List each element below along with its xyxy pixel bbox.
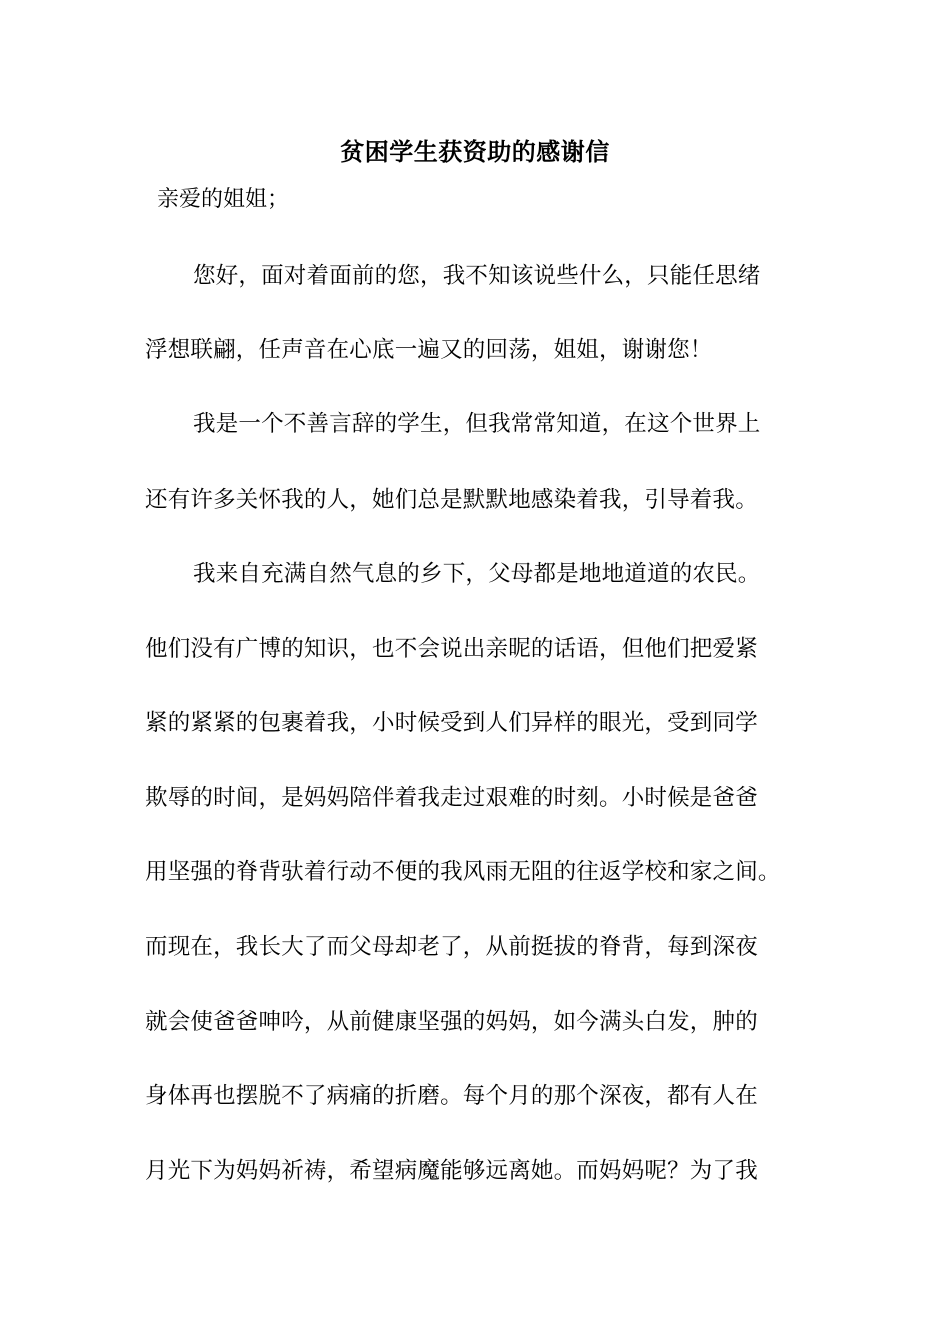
paragraph-line: 用坚强的脊背驮着行动不便的我风雨无阻的往返学校和家之间。 [145, 859, 781, 885]
paragraph-line: 欺辱的时间，是妈妈陪伴着我走过艰难的时刻。小时候是爸爸 [145, 785, 758, 811]
paragraph-line: 就会使爸爸呻吟，从前健康坚强的妈妈，如今满头白发，肿的 [145, 1009, 758, 1035]
paragraph-line: 而现在，我长大了而父母却老了，从前挺拔的脊背，每到深夜 [145, 934, 758, 960]
paragraph-line: 他们没有广博的知识，也不会说出亲昵的话语，但他们把爱紧 [145, 636, 758, 662]
paragraph-line: 紧的紧紧的包裹着我，小时候受到人们异样的眼光，受到同学 [145, 710, 758, 736]
salutation: 亲爱的姐姐； [157, 187, 290, 212]
paragraph-line: 我来自充满自然气息的乡下，父母都是地地道道的农民。 [193, 561, 761, 587]
paragraph-line: 身体再也摆脱不了病痛的折磨。每个月的那个深夜，都有人在 [145, 1083, 758, 1109]
paragraph-line: 您好，面对着面前的您，我不知该说些什么，只能任思绪 [193, 263, 761, 289]
paragraph-line: 我是一个不善言辞的学生，但我常常知道，在这个世界上 [193, 411, 761, 437]
paragraph-line: 浮想联翩，任声音在心底一遍又的回荡，姐姐，谢谢您！ [145, 337, 713, 363]
document-title: 贫困学生获资助的感谢信 [340, 137, 610, 166]
paragraph-line: 月光下为妈妈祈祷，希望病魔能够远离她。而妈妈呢？为了我 [145, 1158, 758, 1184]
paragraph-line: 还有许多关怀我的人，她们总是默默地感染着我，引导着我。 [145, 487, 758, 513]
